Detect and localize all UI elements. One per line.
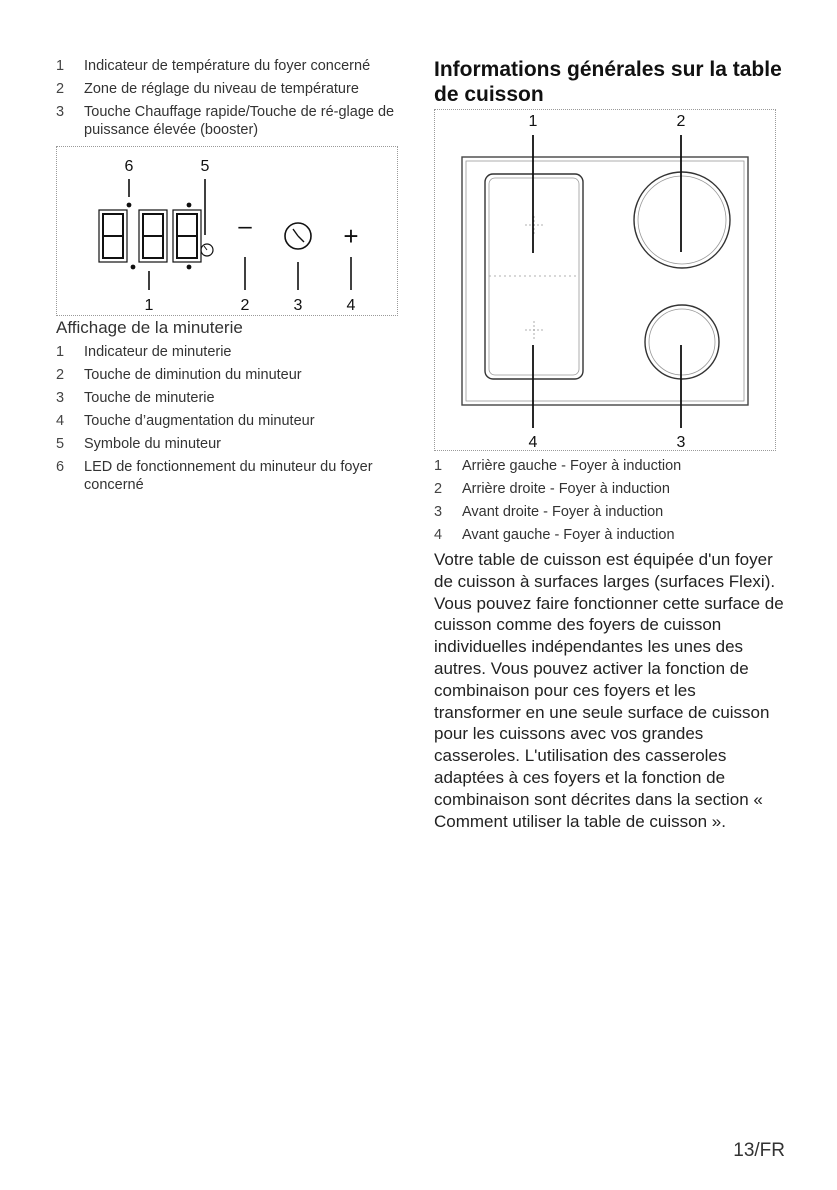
hob-figure (434, 109, 776, 451)
plus-symbol: + (343, 221, 359, 251)
description-paragraph: Votre table de cuisson est équipée d'un foyer de cuisson à surfaces larges (surfaces Flexi). Vous pouvez faire fonctionner cette surface de cuisson comme des foyers de cuisson individuelles indépendantes les unes des autres. Vous pouvez activer la fonction de combinaison pour ces foyers et les transformer en une seule surface de cuisson pour les cuissons avec vos grandes casseroles. L'utilisation des casseroles adaptées à ces foyers et la fonction de combinaison sont décrites dans la section « Comment utiliser la table de cuisson ». (434, 550, 784, 831)
list-item: 2 Touche de diminution du minuteur (56, 367, 302, 383)
section-heading: Informations générales sur la table de cuisson (434, 58, 782, 106)
timer-list (56, 343, 401, 494)
timer-display-figure (56, 146, 398, 316)
list-item: 1 Indicateur de température du foyer concerné (56, 58, 371, 74)
timer-symbol-icon (201, 244, 213, 256)
list-item: 3 Touche de minuterie (56, 390, 215, 406)
label-6: 6 (124, 158, 134, 175)
label-4: 4 (528, 434, 538, 450)
list-item: 5 Symbole du minuteur (56, 436, 222, 452)
hob-outline (462, 157, 748, 405)
figure-caption: Affichage de la minuterie (56, 318, 243, 337)
left-column (56, 57, 401, 499)
label-3: 3 (676, 434, 686, 450)
label-5: 5 (200, 158, 210, 175)
list-item: 2 Arrière droite - Foyer à induction (434, 481, 670, 497)
minus-symbol: – (238, 213, 252, 240)
control-list (56, 57, 401, 139)
list-item: 6 LED de fonctionnement du minuteur du foyer concerné (56, 459, 373, 493)
label-3: 3 (293, 297, 303, 314)
zone-list (434, 457, 786, 544)
label-4: 4 (346, 297, 356, 314)
label-1: 1 (144, 297, 154, 314)
list-item: 2 Zone de réglage du niveau de température (56, 81, 359, 97)
list-item: 3 Avant droite - Foyer à induction (434, 504, 664, 520)
rear-right-zone (634, 172, 730, 268)
list-item: 1 Arrière gauche - Foyer à induction (434, 458, 682, 474)
led-dot (127, 203, 132, 208)
page-number: 13/FR (733, 1140, 785, 1161)
label-2: 2 (240, 297, 250, 314)
flexi-zone (485, 174, 583, 379)
list-item: 4 Avant gauche - Foyer à induction (434, 527, 675, 543)
label-2: 2 (676, 113, 686, 130)
list-item: 3 Touche Chauffage rapide/Touche de ré-glage de puissance élevée (booster) (56, 104, 395, 138)
led-dot (187, 203, 192, 208)
front-right-zone (645, 305, 719, 379)
timer-display-diagram (57, 147, 397, 315)
right-column (434, 57, 786, 832)
label-1: 1 (528, 113, 538, 130)
timer-key-icon (285, 223, 311, 249)
list-item: 1 Indicateur de minuterie (56, 344, 232, 360)
hob-diagram (435, 110, 775, 450)
seven-segment-display (99, 210, 201, 262)
list-item: 4 Touche d’augmentation du minuteur (56, 413, 315, 429)
